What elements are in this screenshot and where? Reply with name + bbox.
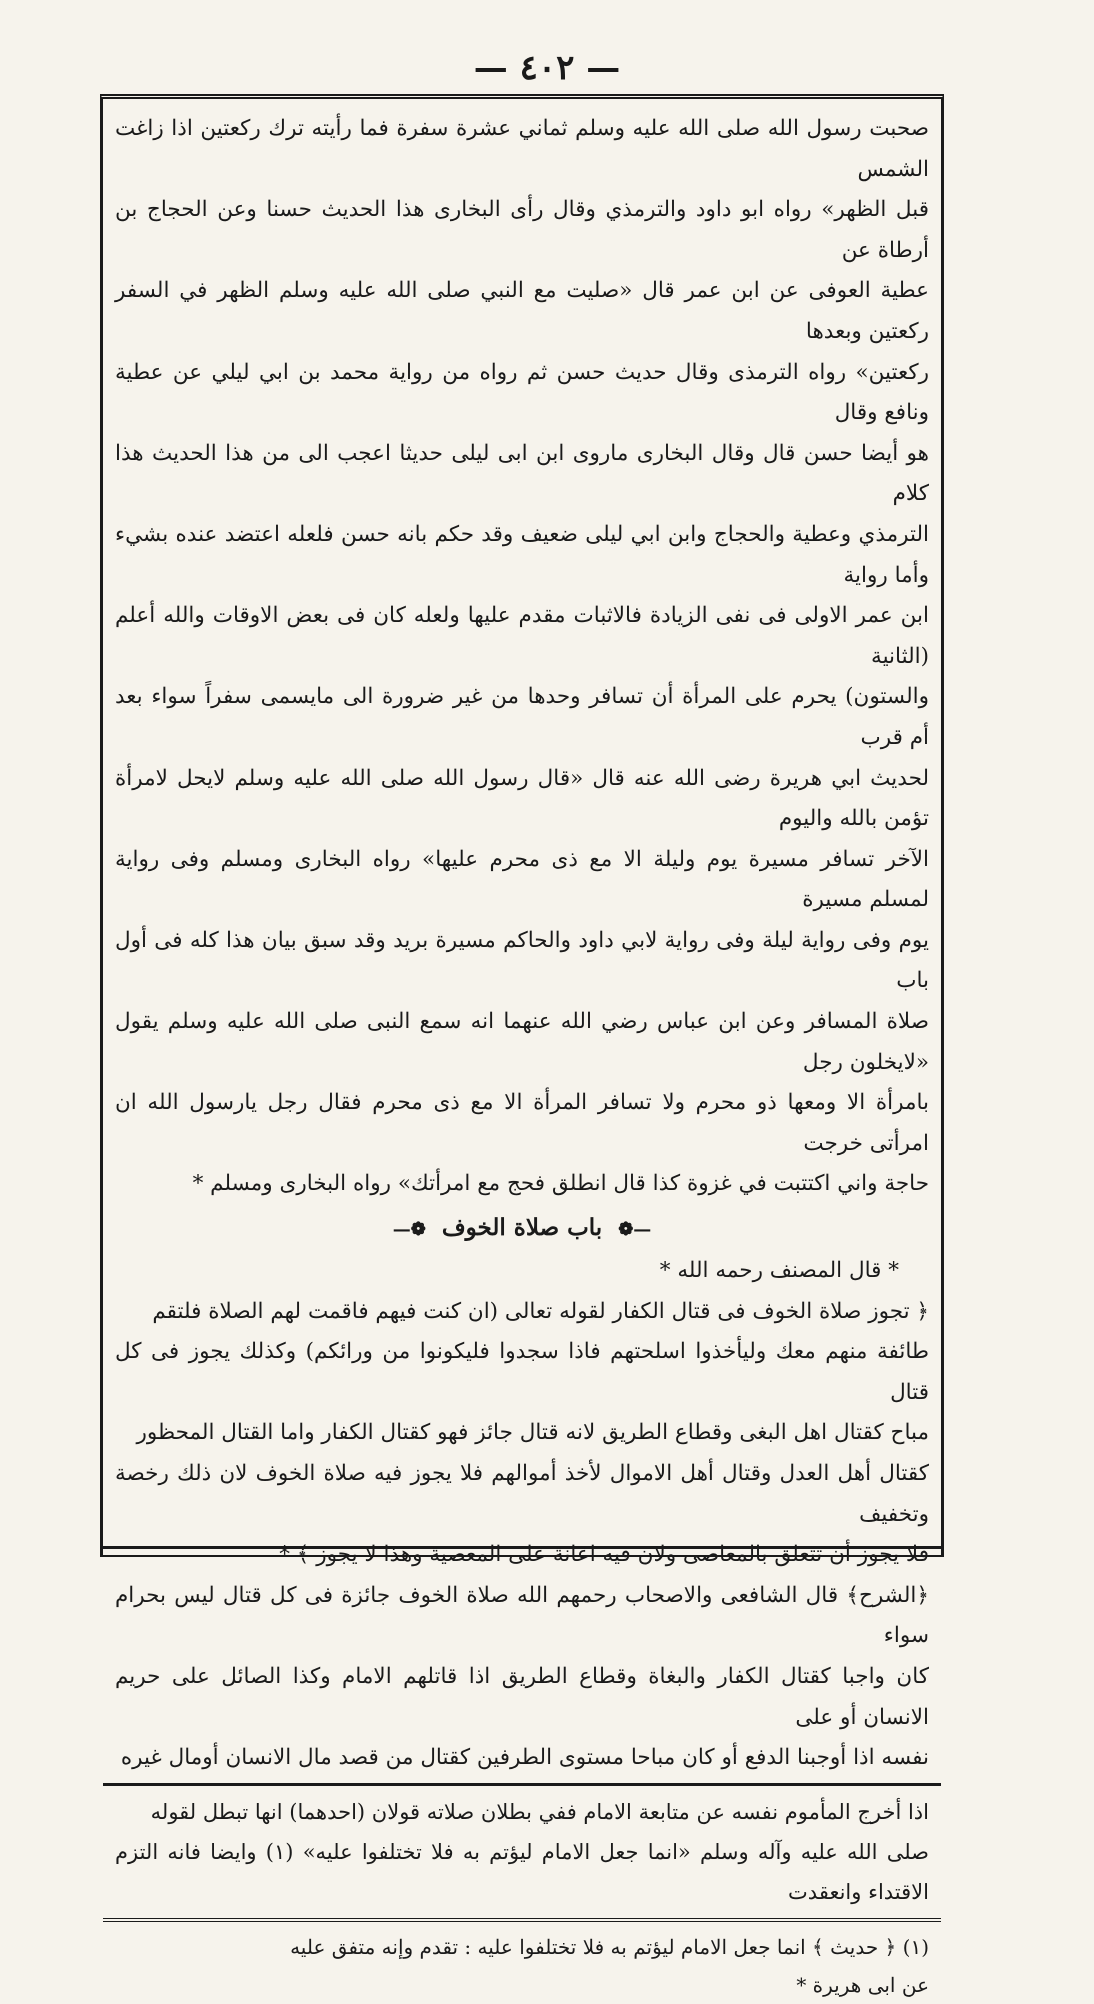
text-line: الآخر تسافر مسيرة يوم وليلة الا مع ذى محرم عليها» رواه البخارى ومسلم وفى رواية لمسلم مسيرة (115, 846, 929, 913)
text-line: كقتال أهل العدل وقتال أهل الاموال لأخذ أموالهم فلا يجوز فيه صلاة الخوف لان ذلك رخصة وتخفيف (115, 1461, 929, 1527)
text-line: صلى الله عليه وآله وسلم «انما جعل الامام ليؤتم به فلا تختلفوا عليه» (١) وايضا فانه التزم الاقتداء وانعقدت (115, 1839, 929, 1904)
text-line: طائفة منهم معك وليأخذوا اسلحتهم فاذا سجدوا فليكونوا من ورائكم) وكذلك يجوز فى كل قتال (115, 1339, 929, 1405)
text-line: فلا يجوز أن تتعلق بالمعاصى ولان فيه اعانة على المعصية وهذا لا يجوز ﴾ * (279, 1542, 929, 1568)
text-line: نفسه اذا أوجبنا الدفع أو كان مباحا مستوى الطرفين كقتال من قصد مال الانسان أومال غيره (120, 1745, 929, 1771)
text-line: ابن عمر الاولى فى نفى الزيادة فالاثبات مقدم عليها ولعله كان فى بعض الاوقات والله أعلم (الثانية (115, 603, 929, 669)
footnote-line: (١) ﴿ حديث ﴾ انما جعل الامام ليؤتم به فلا تختلفوا عليه : تقدم وإنه متفق عليه (290, 1934, 929, 1959)
text-line: حاجة واني اكتتبت في غزوة كذا قال انطلق فحج مع امرأتك» رواه البخارى ومسلم * (192, 1171, 929, 1197)
text-line: هو أيضا حسن قال وقال البخارى ماروى ابن ابى ليلى حديثا اعجب الى من هذا الحديث هذا كلام (115, 440, 929, 507)
page-frame-bottom (100, 1546, 944, 1557)
text-line: مباح كقتال اهل البغى وقطاع الطريق لانه قتال جائز فهو كقتال الكفار واما القتال المحظور (136, 1420, 929, 1446)
author-line: * قال المصنف رحمه الله * (659, 1258, 899, 1284)
text-line: الترمذي وعطية والحجاج وابن ابي ليلى ضعيف وقد حكم بانه حسن فلعله اعتضد عنده بشيء وأما رواية (115, 521, 929, 588)
text-line: بامرأة الا ومعها ذو محرم ولا تسافر المرأة الا مع ذى محرم فقال رجل يارسول الله ان امرأتى خرجت (115, 1090, 929, 1156)
page-number: — ٤٠٢ — (473, 48, 621, 88)
text-line: كان واجبا كقتال الكفار والبغاة وقطاع الطريق اذا قاتلهم الامام وكذا الصائل على حريم الانسان أو على (115, 1663, 929, 1730)
text-line: صحبت رسول الله صلى الله عليه وسلم ثماني عشرة سفرة فما رأيته ترك ركعتين اذا زاغت الشمس (115, 116, 929, 182)
text-line: صلاة المسافر وعن ابن عباس رضي الله عنهما انه سمع النبى صلى الله عليه وسلم يقول «لايخلون رجل (115, 1009, 929, 1075)
text-line: ركعتين» رواه الترمذى وقال حديث حسن ثم رواه من رواية محمد بن ابي ليلي عن عطية ونافع وقال (115, 359, 929, 426)
text-line: يوم وفى رواية ليلة وفى رواية لابي داود والحاكم مسيرة بريد وقد سبق بيان هذا كله فى أول باب (115, 927, 929, 994)
text-line: اذا أخرج المأموم نفسه عن متابعة الامام ففي بطلان صلاته قولان (احدهما) انها تبطل لقوله (150, 1799, 929, 1824)
text-line: ﴿ تجوز صلاة الخوف فى قتال الكفار لقوله تعالى (ان كنت فيهم فاقمت لهم الصلاة فلتقم (152, 1298, 929, 1324)
text-line: عطية العوفى عن ابن عمر قال «صليت مع النبي صلى الله عليه وسلم الظهر في السفر ركعتين وبعدها (115, 278, 929, 344)
main-text-block (103, 109, 941, 1205)
text-line: لحديث ابي هريرة رضى الله عنه قال «قال رسول الله صلى الله عليه وسلم لايحل لامرأة تؤمن بالله واليوم (115, 765, 929, 832)
ornament-icon: ❁— (392, 1219, 426, 1241)
matn-block (103, 1251, 941, 1779)
footnote-block (103, 1922, 941, 2004)
ornament-icon: —❁ (618, 1219, 652, 1241)
page-frame (100, 94, 944, 1997)
text-line: قبل الظهر» رواه ابو داود والترمذي وقال رأى البخارى هذا الحديث حسنا وعن الحجاج بن أرطاة عن (115, 197, 929, 263)
footnote-line: عن ابى هريرة * (796, 1972, 929, 1997)
chapter-title: باب صلاة الخوف (441, 1214, 603, 1242)
chapter-heading (103, 1205, 941, 1251)
lower-text-block (103, 1786, 941, 1912)
text-line: والستون) يحرم على المرأة أن تسافر وحدها من غير ضرورة الى مايسمى سفراً سواء بعد أم قرب (115, 684, 929, 750)
text-line: ﴿الشرح﴾ قال الشافعى والاصحاب رحمهم الله صلاة الخوف جائزة فى كل قتال ليس بحرام سواء (115, 1582, 929, 1649)
